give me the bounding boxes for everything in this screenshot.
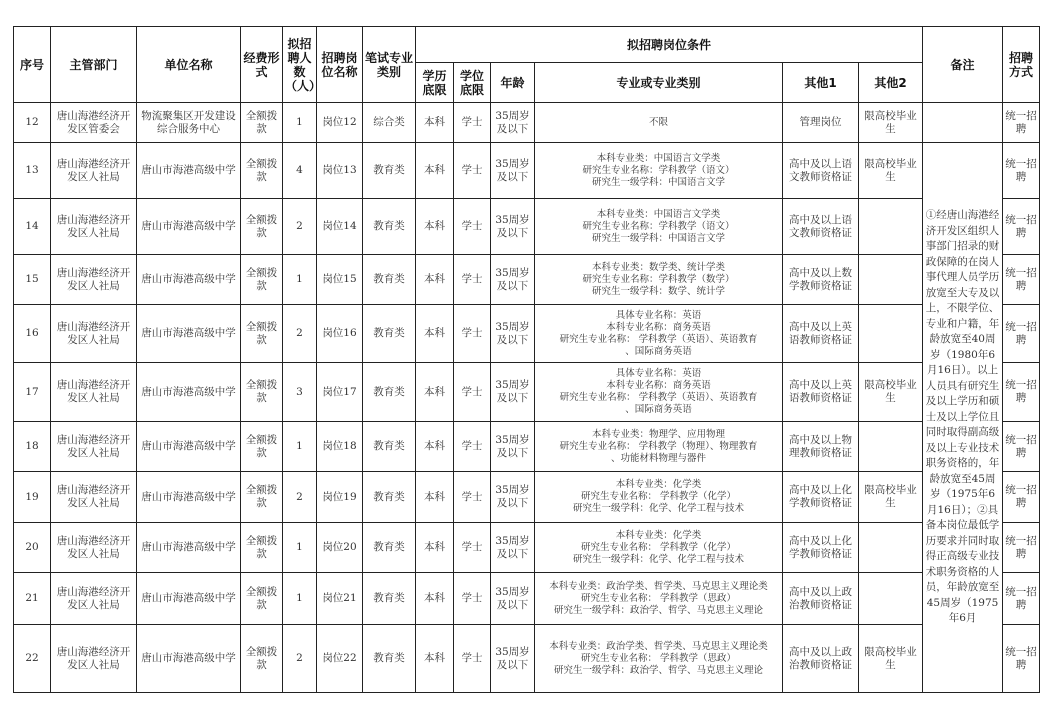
row-count: 1 <box>283 573 317 625</box>
row-dept: 唐山海港经济开发区管委会 <box>51 103 137 143</box>
row-funding: 全额拨款 <box>241 625 283 693</box>
row-seq: 19 <box>14 472 51 523</box>
row-edu: 本科 <box>416 523 454 573</box>
row-dept: 唐山海港经济开发区人社局 <box>51 625 137 693</box>
row-post: 岗位21 <box>317 573 363 625</box>
table-row <box>14 143 1040 199</box>
row-count: 1 <box>283 255 317 305</box>
header-remark: 备注 <box>923 27 1003 103</box>
row-post: 岗位16 <box>317 305 363 363</box>
row-funding: 全额拨款 <box>241 363 283 422</box>
header-post: 招聘岗位名称 <box>317 27 363 103</box>
row-method: 统一招聘 <box>1003 255 1040 305</box>
row-age: 35周岁及以下 <box>491 472 535 523</box>
row-other1: 高中及以上政治教师资格证 <box>783 625 859 693</box>
row-dept: 唐山海港经济开发区人社局 <box>51 472 137 523</box>
header-method: 招聘方式 <box>1003 27 1040 103</box>
row-major: 本科专业类：数学类、统计学类 研究生专业名称：学科教学（数学） 研究生一级学科：数学、统计学 <box>535 255 783 305</box>
row-method: 统一招聘 <box>1003 625 1040 693</box>
recruitment-table <box>13 26 1040 693</box>
row-method: 统一招聘 <box>1003 523 1040 573</box>
row-edu: 本科 <box>416 305 454 363</box>
row-edu: 本科 <box>416 363 454 422</box>
row-funding: 全额拨款 <box>241 255 283 305</box>
row-count: 2 <box>283 472 317 523</box>
row-edu: 本科 <box>416 143 454 199</box>
row-edu: 本科 <box>416 255 454 305</box>
table-body <box>14 103 1040 693</box>
row-major: 本科专业类：物理学、应用物理 研究生专业名称： 学科教学（物理）、物理教育 、功能材料物理与器件 <box>535 422 783 472</box>
header-unit: 单位名称 <box>137 27 241 103</box>
row-unit: 唐山市海港高级中学 <box>137 199 241 255</box>
row-seq: 14 <box>14 199 51 255</box>
row-other1: 管理岗位 <box>783 103 859 143</box>
row-remark-empty <box>923 103 1003 143</box>
row-other1: 高中及以上政治教师资格证 <box>783 573 859 625</box>
row-seq: 13 <box>14 143 51 199</box>
row-edu: 本科 <box>416 472 454 523</box>
row-major: 本科专业类：政治学类、哲学类、马克思主义理论类 研究生专业名称： 学科教学（思政） 研究生一级学科：政治学、哲学、马克思主义理论 <box>535 573 783 625</box>
row-unit: 唐山市海港高级中学 <box>137 255 241 305</box>
row-unit: 唐山市海港高级中学 <box>137 472 241 523</box>
remark-note: ①经唐山海港经济开发区组织人事部门招录的财政保障的在岗人事代理人员学历放宽至大专及以上，不限学位、专业和户籍，年龄放宽至40周岁（1980年6月16日）。以上人员具有研究生及以上学历和硕士及以上学位且同时取得副高级及以上专业技术职务资格的，年龄放宽至45周岁（1975年6月16日）；②具备本岗位最低学历要求并同时取得正高级专业技术职务资格的人员，年龄放宽至45周岁（1975年6月 <box>923 143 1003 693</box>
row-degree: 学士 <box>454 255 491 305</box>
row-exam: 教育类 <box>363 143 416 199</box>
row-exam: 教育类 <box>363 305 416 363</box>
row-unit: 唐山市海港高级中学 <box>137 363 241 422</box>
table-row <box>14 305 1040 363</box>
row-major: 具体专业名称：英语 本科专业名称：商务英语 研究生专业名称： 学科教学（英语）、英语教育 、国际商务英语 <box>535 363 783 422</box>
row-post: 岗位19 <box>317 472 363 523</box>
table-row <box>14 255 1040 305</box>
row-method: 统一招聘 <box>1003 573 1040 625</box>
row-method: 统一招聘 <box>1003 422 1040 472</box>
row-edu: 本科 <box>416 103 454 143</box>
row-other1: 高中及以上英语教师资格证 <box>783 363 859 422</box>
row-other1: 高中及以上语文教师资格证 <box>783 143 859 199</box>
row-age: 35周岁及以下 <box>491 199 535 255</box>
row-exam: 教育类 <box>363 363 416 422</box>
row-post: 岗位12 <box>317 103 363 143</box>
row-age: 35周岁及以下 <box>491 143 535 199</box>
row-unit: 唐山市海港高级中学 <box>137 305 241 363</box>
header-other1: 其他1 <box>783 63 859 103</box>
row-age: 35周岁及以下 <box>491 363 535 422</box>
row-unit: 唐山市海港高级中学 <box>137 143 241 199</box>
row-age: 35周岁及以下 <box>491 103 535 143</box>
row-major: 本科专业类：化学类 研究生专业名称： 学科教学（化学） 研究生一级学科：化学、化学工程与技术 <box>535 472 783 523</box>
row-funding: 全额拨款 <box>241 472 283 523</box>
row-degree: 学士 <box>454 305 491 363</box>
header-exam: 笔试专业类别 <box>363 27 416 103</box>
table-row <box>14 472 1040 523</box>
row-exam: 教育类 <box>363 199 416 255</box>
row-funding: 全额拨款 <box>241 143 283 199</box>
row-degree: 学士 <box>454 103 491 143</box>
row-other2: 限高校毕业生 <box>859 103 923 143</box>
row-other1: 高中及以上英语教师资格证 <box>783 305 859 363</box>
row-count: 1 <box>283 523 317 573</box>
row-method: 统一招聘 <box>1003 363 1040 422</box>
header-other2: 其他2 <box>859 63 923 103</box>
row-exam: 综合类 <box>363 103 416 143</box>
table-row <box>14 625 1040 693</box>
row-exam: 教育类 <box>363 472 416 523</box>
row-degree: 学士 <box>454 573 491 625</box>
table-row <box>14 363 1040 422</box>
row-exam: 教育类 <box>363 625 416 693</box>
row-seq: 18 <box>14 422 51 472</box>
row-age: 35周岁及以下 <box>491 573 535 625</box>
row-dept: 唐山海港经济开发区人社局 <box>51 422 137 472</box>
row-major: 本科专业类：化学类 研究生专业名称： 学科教学（化学） 研究生一级学科：化学、化学工程与技术 <box>535 523 783 573</box>
row-seq: 15 <box>14 255 51 305</box>
header-degree: 学位底限 <box>454 63 491 103</box>
row-age: 35周岁及以下 <box>491 255 535 305</box>
row-dept: 唐山海港经济开发区人社局 <box>51 305 137 363</box>
row-edu: 本科 <box>416 422 454 472</box>
row-funding: 全额拨款 <box>241 422 283 472</box>
row-other1: 高中及以上化学教师资格证 <box>783 472 859 523</box>
row-other2 <box>859 422 923 472</box>
row-unit: 唐山市海港高级中学 <box>137 625 241 693</box>
row-funding: 全额拨款 <box>241 199 283 255</box>
row-dept: 唐山海港经济开发区人社局 <box>51 255 137 305</box>
row-dept: 唐山海港经济开发区人社局 <box>51 143 137 199</box>
row-dept: 唐山海港经济开发区人社局 <box>51 199 137 255</box>
row-other2: 限高校毕业生 <box>859 625 923 693</box>
row-major: 本科专业类：中国语言文学类 研究生专业名称：学科教学（语文） 研究生一级学科：中国语言文学 <box>535 199 783 255</box>
row-major: 具体专业名称：英语 本科专业名称：商务英语 研究生专业名称： 学科教学（英语）、英语教育 、国际商务英语 <box>535 305 783 363</box>
row-post: 岗位14 <box>317 199 363 255</box>
row-degree: 学士 <box>454 472 491 523</box>
row-post: 岗位17 <box>317 363 363 422</box>
row-age: 35周岁及以下 <box>491 305 535 363</box>
header-seq: 序号 <box>14 27 51 103</box>
table-row <box>14 422 1040 472</box>
row-post: 岗位13 <box>317 143 363 199</box>
row-post: 岗位18 <box>317 422 363 472</box>
row-exam: 教育类 <box>363 255 416 305</box>
row-age: 35周岁及以下 <box>491 625 535 693</box>
row-seq: 21 <box>14 573 51 625</box>
row-method: 统一招聘 <box>1003 472 1040 523</box>
row-major: 本科专业类：中国语言文学类 研究生专业名称：学科教学（语文） 研究生一级学科：中国语言文学 <box>535 143 783 199</box>
row-count: 2 <box>283 199 317 255</box>
header-major: 专业或专业类别 <box>535 63 783 103</box>
row-count: 2 <box>283 305 317 363</box>
row-exam: 教育类 <box>363 523 416 573</box>
table-row <box>14 573 1040 625</box>
row-exam: 教育类 <box>363 422 416 472</box>
row-method: 统一招聘 <box>1003 199 1040 255</box>
row-other1: 高中及以上语文教师资格证 <box>783 199 859 255</box>
row-unit: 唐山市海港高级中学 <box>137 523 241 573</box>
row-dept: 唐山海港经济开发区人社局 <box>51 363 137 422</box>
row-funding: 全额拨款 <box>241 103 283 143</box>
row-edu: 本科 <box>416 573 454 625</box>
row-count: 4 <box>283 143 317 199</box>
table-row <box>14 523 1040 573</box>
row-count: 1 <box>283 103 317 143</box>
header-count: 拟招聘人数（人） <box>283 27 317 103</box>
row-post: 岗位22 <box>317 625 363 693</box>
row-count: 3 <box>283 363 317 422</box>
row-seq: 17 <box>14 363 51 422</box>
row-degree: 学士 <box>454 625 491 693</box>
row-method: 统一招聘 <box>1003 103 1040 143</box>
header-dept: 主管部门 <box>51 27 137 103</box>
row-other2 <box>859 199 923 255</box>
row-other2: 限高校毕业生 <box>859 472 923 523</box>
table-row <box>14 103 1040 143</box>
row-other2 <box>859 305 923 363</box>
row-dept: 唐山海港经济开发区人社局 <box>51 573 137 625</box>
row-seq: 20 <box>14 523 51 573</box>
header-edu: 学历底限 <box>416 63 454 103</box>
table-row <box>14 199 1040 255</box>
row-major: 本科专业类：政治学类、哲学类、马克思主义理论类 研究生专业名称： 学科教学（思政） 研究生一级学科：政治学、哲学、马克思主义理论 <box>535 625 783 693</box>
row-unit: 物流聚集区开发建设综合服务中心 <box>137 103 241 143</box>
row-other2: 限高校毕业生 <box>859 363 923 422</box>
row-degree: 学士 <box>454 143 491 199</box>
row-other1: 高中及以上化学教师资格证 <box>783 523 859 573</box>
row-age: 35周岁及以下 <box>491 422 535 472</box>
row-seq: 12 <box>14 103 51 143</box>
row-edu: 本科 <box>416 625 454 693</box>
row-funding: 全额拨款 <box>241 305 283 363</box>
row-count: 2 <box>283 625 317 693</box>
row-degree: 学士 <box>454 363 491 422</box>
row-other2 <box>859 255 923 305</box>
header-age: 年龄 <box>491 63 535 103</box>
row-post: 岗位20 <box>317 523 363 573</box>
row-exam: 教育类 <box>363 573 416 625</box>
row-seq: 22 <box>14 625 51 693</box>
row-funding: 全额拨款 <box>241 523 283 573</box>
row-unit: 唐山市海港高级中学 <box>137 422 241 472</box>
row-method: 统一招聘 <box>1003 305 1040 363</box>
row-seq: 16 <box>14 305 51 363</box>
row-major: 不限 <box>535 103 783 143</box>
row-dept: 唐山海港经济开发区人社局 <box>51 523 137 573</box>
row-unit: 唐山市海港高级中学 <box>137 573 241 625</box>
row-count: 1 <box>283 422 317 472</box>
row-method: 统一招聘 <box>1003 143 1040 199</box>
row-other2: 限高校毕业生 <box>859 143 923 199</box>
row-age: 35周岁及以下 <box>491 523 535 573</box>
row-other1: 高中及以上物理教师资格证 <box>783 422 859 472</box>
header-conditions: 拟招聘岗位条件 <box>416 27 923 63</box>
row-other1: 高中及以上数学教师资格证 <box>783 255 859 305</box>
row-degree: 学士 <box>454 523 491 573</box>
row-funding: 全额拨款 <box>241 573 283 625</box>
row-degree: 学士 <box>454 422 491 472</box>
row-other2 <box>859 523 923 573</box>
row-other2 <box>859 573 923 625</box>
row-degree: 学士 <box>454 199 491 255</box>
row-post: 岗位15 <box>317 255 363 305</box>
header-funding: 经费形式 <box>241 27 283 103</box>
row-edu: 本科 <box>416 199 454 255</box>
